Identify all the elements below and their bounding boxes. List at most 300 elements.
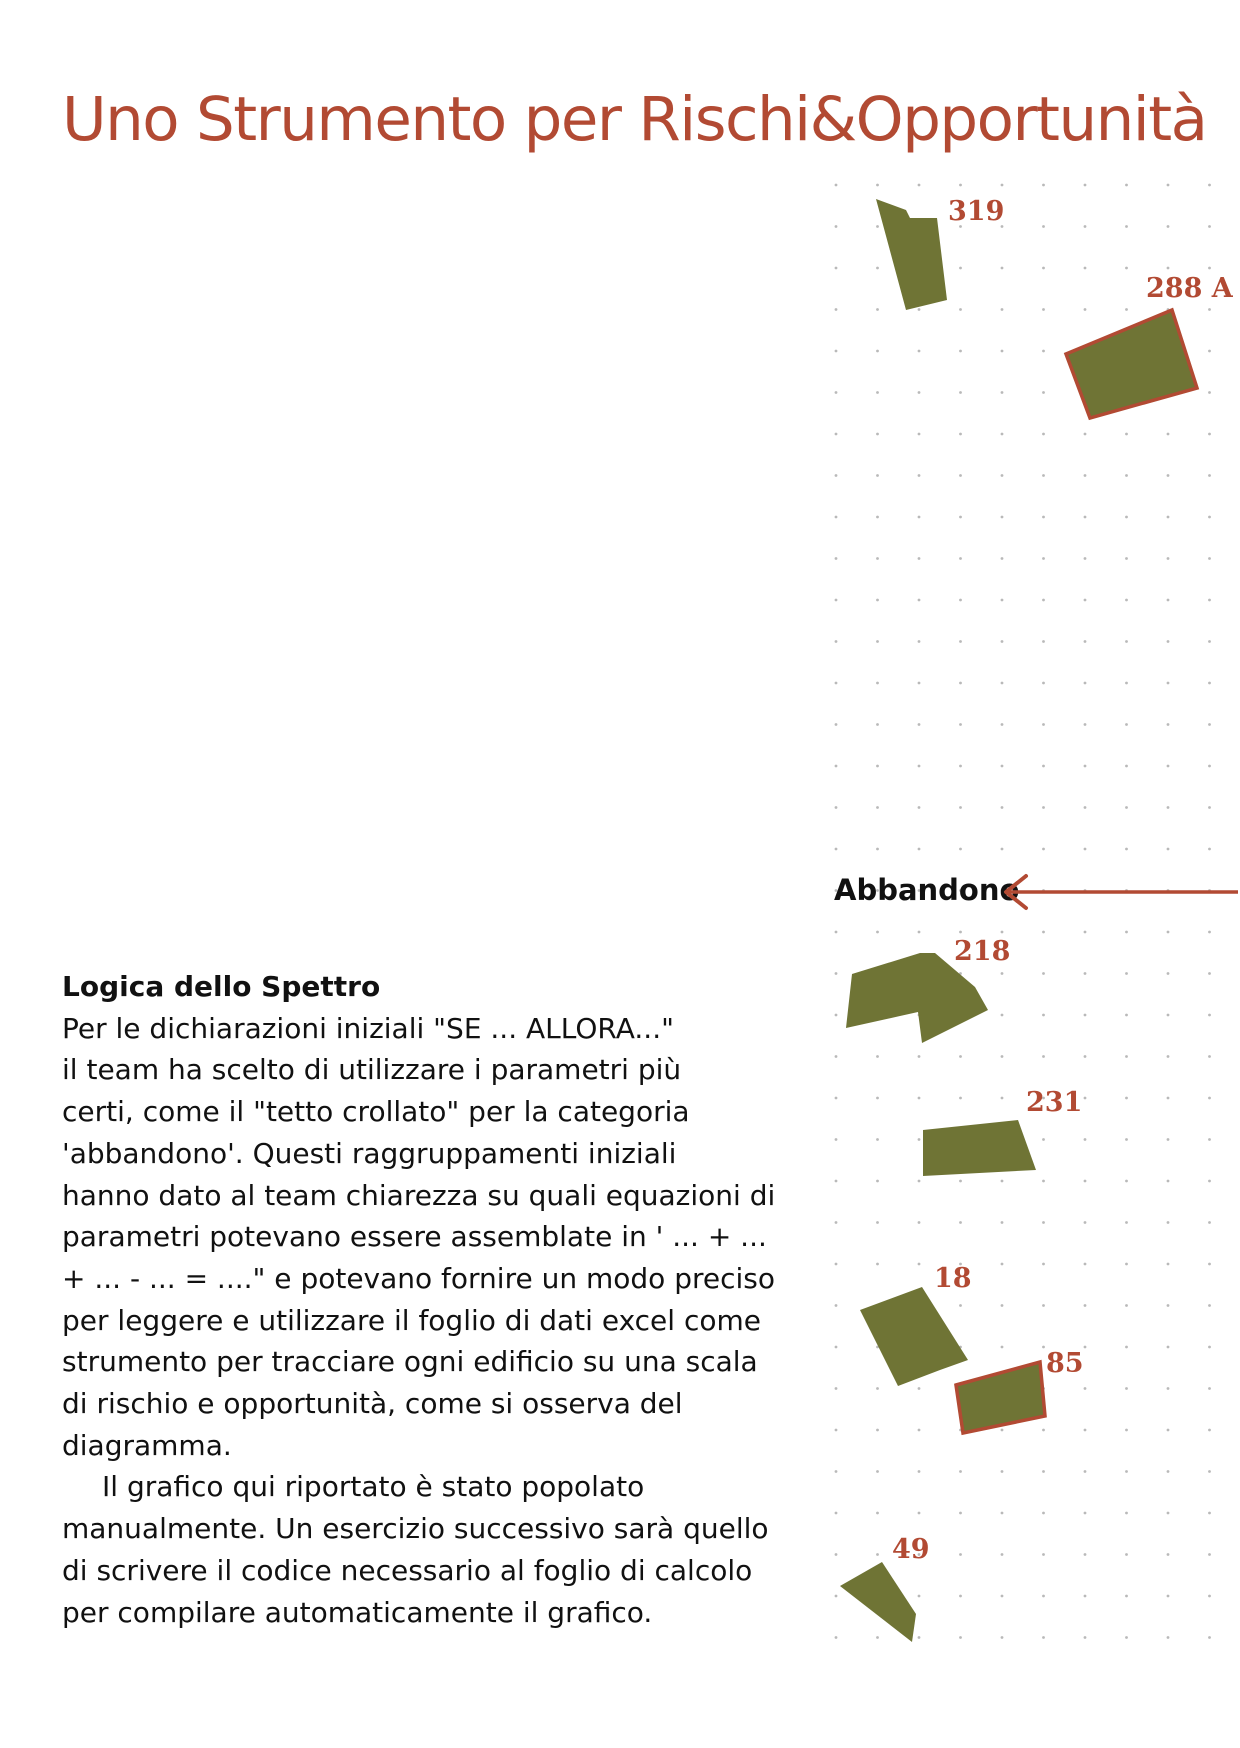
- grid-dot: [876, 433, 879, 436]
- building-288a-shape: [1066, 310, 1197, 418]
- grid-dot: [1167, 1595, 1170, 1598]
- grid-dot: [1125, 225, 1128, 228]
- grid-dot: [876, 267, 879, 270]
- grid-dot: [876, 225, 879, 228]
- grid-dot: [1208, 1180, 1211, 1183]
- grid-dot: [1167, 557, 1170, 560]
- grid-dot: [1042, 723, 1045, 726]
- grid-dot: [1042, 972, 1045, 975]
- paragraph-1-line: diagramma.: [62, 1428, 232, 1462]
- grid-dot: [1125, 184, 1128, 187]
- section-heading: Logica dello Spettro: [62, 970, 381, 1003]
- grid-dot: [1167, 433, 1170, 436]
- grid-dot: [1084, 1636, 1087, 1639]
- grid-dot: [1208, 1595, 1211, 1598]
- grid-dot: [1167, 1304, 1170, 1307]
- grid-dot: [1167, 1263, 1170, 1266]
- grid-dot: [1001, 1595, 1004, 1598]
- building-231-label: 231: [1026, 1087, 1083, 1118]
- building-319-shape: [876, 199, 947, 310]
- grid-dot: [1208, 350, 1211, 353]
- grid-dot: [876, 1512, 879, 1515]
- grid-dot: [835, 1014, 838, 1017]
- grid-dot: [835, 972, 838, 975]
- grid-dot: [835, 1387, 838, 1390]
- grid-dot: [1167, 267, 1170, 270]
- grid-dot: [876, 557, 879, 560]
- grid-dot: [959, 1221, 962, 1224]
- grid-dot: [1125, 723, 1128, 726]
- grid-dot: [835, 474, 838, 477]
- grid-dot: [1001, 184, 1004, 187]
- grid-dot: [876, 1055, 879, 1058]
- building-18-shape: [860, 1287, 968, 1386]
- grid-dot: [1125, 1512, 1128, 1515]
- grid-dot: [1167, 1512, 1170, 1515]
- grid-dot: [835, 516, 838, 519]
- grid-dot: [1125, 1138, 1128, 1141]
- grid-dot: [876, 640, 879, 643]
- grid-dot: [1125, 1595, 1128, 1598]
- building-49-label: 49: [892, 1534, 930, 1565]
- grid-dot: [1125, 1263, 1128, 1266]
- grid-dot: [1042, 1221, 1045, 1224]
- grid-dot: [959, 1470, 962, 1473]
- grid-dot: [1001, 1470, 1004, 1473]
- grid-dot: [835, 806, 838, 809]
- grid-dot: [835, 599, 838, 602]
- grid-dot: [1001, 1304, 1004, 1307]
- grid-dot: [1167, 1014, 1170, 1017]
- grid-dot: [876, 1180, 879, 1183]
- grid-dot: [1084, 1221, 1087, 1224]
- grid-dot: [1084, 1512, 1087, 1515]
- grid-dot: [835, 765, 838, 768]
- grid-dot: [1042, 806, 1045, 809]
- page-title: Uno Strumento per Rischi&Opportunità: [62, 84, 1207, 155]
- grid-dot: [1042, 1055, 1045, 1058]
- grid-dot: [1001, 1346, 1004, 1349]
- grid-dot: [959, 184, 962, 187]
- grid-dot: [835, 1429, 838, 1432]
- grid-dot: [1084, 806, 1087, 809]
- grid-dot: [918, 557, 921, 560]
- grid-dot: [1208, 1429, 1211, 1432]
- building-231: [923, 1087, 1082, 1176]
- grid-dot: [1167, 765, 1170, 768]
- grid-dot: [1167, 1138, 1170, 1141]
- grid-dot: [1042, 765, 1045, 768]
- grid-dot: [1208, 765, 1211, 768]
- grid-dot: [1042, 1180, 1045, 1183]
- grid-dot: [959, 848, 962, 851]
- abbandono-label: Abbandono: [834, 873, 1020, 907]
- grid-dot: [1001, 765, 1004, 768]
- grid-dot: [918, 1470, 921, 1473]
- grid-dot: [876, 1387, 879, 1390]
- grid-dot: [1042, 516, 1045, 519]
- paragraph-1-line: il team ha scelto di utilizzare i parametri più: [62, 1053, 682, 1087]
- grid-dot: [1001, 308, 1004, 311]
- grid-dot: [959, 1553, 962, 1556]
- grid-dot: [918, 599, 921, 602]
- grid-dot: [1208, 806, 1211, 809]
- grid-dot: [918, 1180, 921, 1183]
- grid-dot: [835, 1553, 838, 1556]
- grid-dot: [1167, 1636, 1170, 1639]
- grid-dot: [1084, 1595, 1087, 1598]
- grid-dot: [1125, 931, 1128, 934]
- grid-dot: [918, 1636, 921, 1639]
- grid-dot: [1167, 682, 1170, 685]
- grid-dot: [1001, 972, 1004, 975]
- grid-dot: [1125, 1387, 1128, 1390]
- paragraph-2-line: Il grafico qui riportato è stato popolato: [102, 1470, 645, 1504]
- grid-dot: [1125, 1346, 1128, 1349]
- grid-dot: [876, 723, 879, 726]
- grid-dot: [1042, 1346, 1045, 1349]
- grid-dot: [959, 267, 962, 270]
- grid-dot: [835, 848, 838, 851]
- grid-dot: [1001, 1221, 1004, 1224]
- grid-dot: [835, 723, 838, 726]
- paragraph-2-line: manualmente. Un esercizio successivo sarà quello: [62, 1512, 769, 1546]
- grid-dot: [876, 765, 879, 768]
- paragraph-2-line: di scrivere il codice necessario al foglio di calcolo: [62, 1553, 753, 1587]
- grid-dot: [1167, 1221, 1170, 1224]
- building-49-shape: [840, 1562, 916, 1642]
- grid-dot: [1042, 682, 1045, 685]
- grid-dot: [876, 1429, 879, 1432]
- grid-dot: [1125, 433, 1128, 436]
- grid-dot: [959, 1055, 962, 1058]
- grid-dot: [876, 1553, 879, 1556]
- grid-dot: [835, 1346, 838, 1349]
- grid-dot: [835, 350, 838, 353]
- grid-dot: [1125, 1429, 1128, 1432]
- grid-dot: [918, 433, 921, 436]
- grid-dot: [918, 1138, 921, 1141]
- grid-dot: [1084, 1470, 1087, 1473]
- grid-dot: [1208, 1263, 1211, 1266]
- grid-dot: [835, 682, 838, 685]
- grid-dot: [1125, 806, 1128, 809]
- grid-dot: [1084, 765, 1087, 768]
- grid-dot: [1167, 1097, 1170, 1100]
- grid-dot: [1208, 516, 1211, 519]
- grid-dot: [1084, 516, 1087, 519]
- grid-dot: [835, 267, 838, 270]
- grid-dot: [1001, 1553, 1004, 1556]
- grid-dot: [1125, 1014, 1128, 1017]
- grid-dot: [1167, 640, 1170, 643]
- grid-dot: [1001, 1429, 1004, 1432]
- grid-dot: [1167, 972, 1170, 975]
- grid-dot: [1208, 1553, 1211, 1556]
- building-319: [876, 196, 1004, 310]
- grid-dot: [876, 806, 879, 809]
- grid-dot: [1208, 433, 1211, 436]
- grid-dot: [918, 1221, 921, 1224]
- grid-dot: [876, 474, 879, 477]
- grid-dot: [1042, 184, 1045, 187]
- grid-dot: [1001, 433, 1004, 436]
- grid-dot: [835, 931, 838, 934]
- grid-dot: [918, 308, 921, 311]
- grid-dot: [835, 1304, 838, 1307]
- grid-dot: [876, 1097, 879, 1100]
- grid-dot: [1125, 682, 1128, 685]
- grid-dot: [1084, 599, 1087, 602]
- grid-dot: [1125, 1304, 1128, 1307]
- building-218: [846, 936, 1010, 1043]
- building-85-label: 85: [1046, 1348, 1084, 1379]
- grid-dot: [1084, 184, 1087, 187]
- grid-dot: [1125, 267, 1128, 270]
- grid-dot: [835, 1055, 838, 1058]
- grid-dot: [1125, 599, 1128, 602]
- grid-dot: [1084, 972, 1087, 975]
- grid-dot: [1125, 972, 1128, 975]
- grid-dot: [1208, 599, 1211, 602]
- grid-dot: [959, 516, 962, 519]
- grid-dot: [918, 1429, 921, 1432]
- grid-dot: [1042, 308, 1045, 311]
- building-85-shape: [956, 1362, 1045, 1433]
- grid-dot: [1001, 391, 1004, 394]
- paragraph-1-line: certi, come il "tetto crollato" per la categoria: [62, 1095, 690, 1129]
- grid-dot: [1208, 184, 1211, 187]
- grid-dot: [918, 1512, 921, 1515]
- grid-dot: [959, 640, 962, 643]
- grid-dot: [835, 225, 838, 228]
- grid-dot: [959, 1180, 962, 1183]
- grid-dot: [959, 1636, 962, 1639]
- grid-dot: [1167, 1387, 1170, 1390]
- grid-dot: [1208, 474, 1211, 477]
- grid-dot: [1042, 599, 1045, 602]
- grid-dot: [1208, 1387, 1211, 1390]
- grid-dot: [918, 1595, 921, 1598]
- grid-dot: [1001, 640, 1004, 643]
- grid-dot: [1001, 1636, 1004, 1639]
- grid-dot: [1167, 1346, 1170, 1349]
- grid-dot: [876, 1636, 879, 1639]
- grid-dot: [835, 308, 838, 311]
- text-block: [62, 966, 802, 1633]
- grid-dot: [1084, 267, 1087, 270]
- grid-dot: [1084, 1014, 1087, 1017]
- grid-dot: [1167, 806, 1170, 809]
- grid-dot: [1084, 557, 1087, 560]
- grid-dot: [876, 599, 879, 602]
- paragraph-1-line: + ... - ... = ...." e potevano fornire un modo preciso: [62, 1261, 776, 1295]
- grid-dot: [959, 765, 962, 768]
- grid-dot: [1125, 1636, 1128, 1639]
- grid-dot: [1208, 225, 1211, 228]
- grid-dot: [1125, 1180, 1128, 1183]
- grid-dot: [1042, 350, 1045, 353]
- building-231-shape: [923, 1120, 1036, 1176]
- grid-dot: [1001, 1014, 1004, 1017]
- paragraph-1: [62, 1008, 802, 1467]
- building-288a: [1066, 273, 1234, 418]
- grid-dot: [1084, 1097, 1087, 1100]
- grid-dot: [918, 1055, 921, 1058]
- grid-dot: [959, 1304, 962, 1307]
- grid-dot: [1042, 391, 1045, 394]
- grid-dot: [918, 474, 921, 477]
- paragraph-1-line: di rischio e opportunità, come si osserva del: [62, 1387, 683, 1421]
- grid-dot: [1042, 557, 1045, 560]
- grid-dot: [1084, 640, 1087, 643]
- grid-dot: [835, 1097, 838, 1100]
- grid-dot: [918, 1263, 921, 1266]
- grid-dot: [876, 516, 879, 519]
- paragraph-1-line: parametri potevano essere assemblate in ' ... + ...: [62, 1220, 767, 1254]
- building-218-label: 218: [954, 936, 1011, 967]
- paragraph-1-line: Per le dichiarazioni iniziali "SE ... ALLORA...": [62, 1011, 674, 1045]
- grid-dot: [1208, 1014, 1211, 1017]
- grid-dot: [1042, 1429, 1045, 1432]
- building-49: [840, 1534, 930, 1642]
- grid-dot: [959, 723, 962, 726]
- grid-dot: [1208, 1636, 1211, 1639]
- grid-dot: [1208, 1512, 1211, 1515]
- grid-dot: [876, 184, 879, 187]
- grid-dot: [918, 184, 921, 187]
- grid-dot: [835, 640, 838, 643]
- grid-dot: [918, 391, 921, 394]
- grid-dot: [959, 682, 962, 685]
- abbandono-marker: [834, 873, 1238, 908]
- grid-dot: [959, 350, 962, 353]
- building-288a-label: 288 A: [1146, 273, 1233, 304]
- grid-dot: [1208, 267, 1211, 270]
- grid-dot: [835, 391, 838, 394]
- grid-dot: [1125, 557, 1128, 560]
- grid-dot: [959, 433, 962, 436]
- grid-dot: [835, 1636, 838, 1639]
- building-319-label: 319: [948, 196, 1005, 227]
- grid-dot: [1084, 1055, 1087, 1058]
- grid-dot: [959, 557, 962, 560]
- grid-dot: [835, 1138, 838, 1141]
- grid-dot: [1167, 184, 1170, 187]
- grid-dot: [1042, 225, 1045, 228]
- grid-dot: [959, 474, 962, 477]
- grid-dot: [1125, 474, 1128, 477]
- grid-dot: [1084, 1387, 1087, 1390]
- grid-dot: [1208, 1097, 1211, 1100]
- grid-dot: [1042, 640, 1045, 643]
- grid-dot: [1001, 931, 1004, 934]
- grid-dot: [1042, 848, 1045, 851]
- grid-dot: [1001, 1097, 1004, 1100]
- grid-dot: [1167, 848, 1170, 851]
- grid-dot: [1042, 1138, 1045, 1141]
- grid-dot: [1001, 1512, 1004, 1515]
- grid-dot: [835, 1595, 838, 1598]
- grid-dot: [918, 1097, 921, 1100]
- grid-dot: [959, 599, 962, 602]
- grid-dot: [1208, 1346, 1211, 1349]
- grid-dot: [918, 806, 921, 809]
- grid-dot: [876, 1263, 879, 1266]
- grid-dot: [1167, 723, 1170, 726]
- grid-dot: [876, 391, 879, 394]
- grid-dot: [1001, 1263, 1004, 1266]
- grid-dot: [918, 931, 921, 934]
- grid-dot: [835, 184, 838, 187]
- grid-dot: [1167, 1470, 1170, 1473]
- grid-dot: [1001, 350, 1004, 353]
- grid-dot: [918, 682, 921, 685]
- grid-dot: [1208, 308, 1211, 311]
- grid-dot: [835, 1512, 838, 1515]
- grid-dot: [918, 640, 921, 643]
- grid-dot: [1001, 1180, 1004, 1183]
- grid-dot: [1208, 1304, 1211, 1307]
- grid-dot: [1208, 1470, 1211, 1473]
- grid-dot: [1001, 682, 1004, 685]
- grid-dot: [1084, 1180, 1087, 1183]
- grid-dot: [1125, 1221, 1128, 1224]
- grid-dot: [876, 931, 879, 934]
- grid-dot: [876, 308, 879, 311]
- grid-dot: [835, 1221, 838, 1224]
- paragraph-1-line: 'abbandono'. Questi raggruppamenti iniziali: [62, 1136, 677, 1170]
- grid-dot: [1208, 1138, 1211, 1141]
- grid-dot: [1208, 640, 1211, 643]
- grid-dot: [959, 931, 962, 934]
- paragraph-1-line: hanno dato al team chiarezza su quali equazioni di: [62, 1178, 776, 1212]
- grid-dot: [1125, 1055, 1128, 1058]
- grid-dot: [1001, 848, 1004, 851]
- grid-dot: [1042, 1304, 1045, 1307]
- grid-dot: [1167, 931, 1170, 934]
- grid-dot: [1084, 433, 1087, 436]
- grid-dot: [1084, 1304, 1087, 1307]
- grid-dot: [918, 723, 921, 726]
- grid-dot: [876, 1138, 879, 1141]
- grid-dot: [1001, 599, 1004, 602]
- grid-dot: [876, 1470, 879, 1473]
- grid-dot: [876, 848, 879, 851]
- grid-dot: [1125, 308, 1128, 311]
- paragraph-1-line: per leggere e utilizzare il foglio di dati excel come: [62, 1303, 761, 1337]
- grid-dot: [1208, 1221, 1211, 1224]
- grid-dot: [1042, 1636, 1045, 1639]
- paragraph-2-line: per compilare automaticamente il grafico.: [62, 1595, 653, 1629]
- grid-dot: [959, 1595, 962, 1598]
- grid-dot: [1001, 806, 1004, 809]
- grid-dot: [1042, 474, 1045, 477]
- paragraph-2: [62, 1466, 802, 1633]
- building-18: [860, 1263, 972, 1386]
- grid-dot: [959, 1097, 962, 1100]
- grid-dot: [1001, 474, 1004, 477]
- grid-dot: [1084, 682, 1087, 685]
- grid-dot: [1125, 516, 1128, 519]
- grid-dot: [1167, 1553, 1170, 1556]
- paragraph-1-line: strumento per tracciare ogni edificio su una scala: [62, 1345, 758, 1379]
- grid-dot: [1208, 931, 1211, 934]
- grid-dot: [1084, 1553, 1087, 1556]
- grid-dot: [1084, 1138, 1087, 1141]
- grid-dot: [1001, 267, 1004, 270]
- grid-dot: [1208, 391, 1211, 394]
